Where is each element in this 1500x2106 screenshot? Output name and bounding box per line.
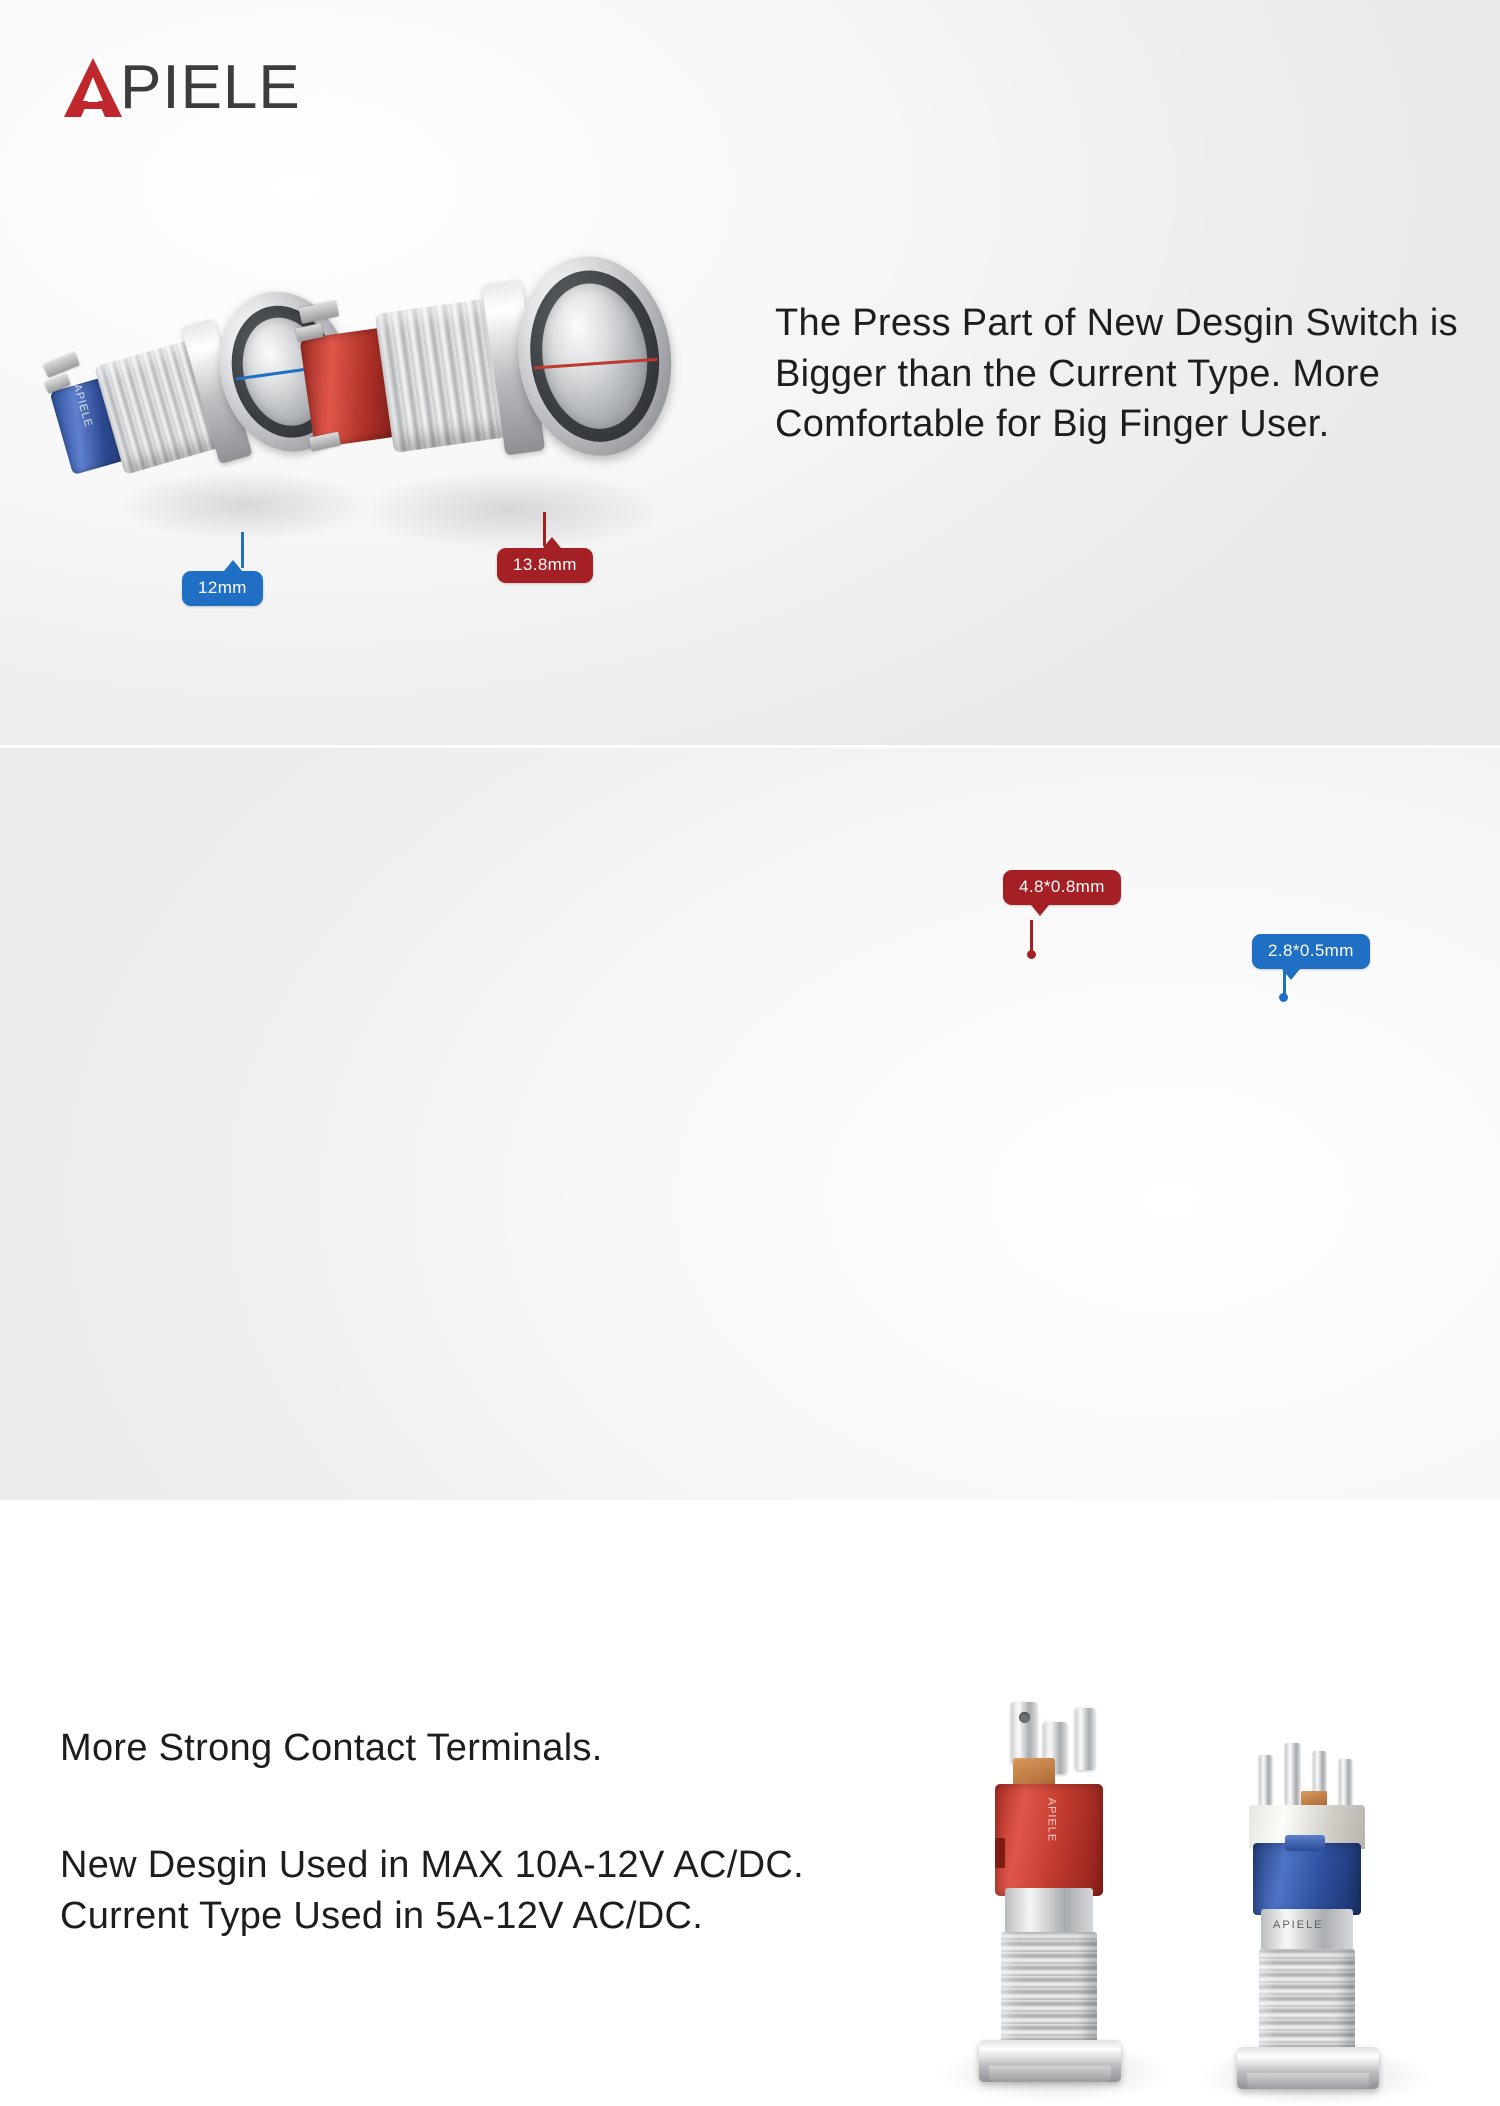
terminal-hole — [1019, 1712, 1030, 1723]
a-triangle-mark-icon — [62, 55, 124, 121]
switch-body-red — [995, 1784, 1103, 1896]
new-design-switch-terminals-photo — [955, 1688, 1155, 2088]
terminal-tab — [43, 352, 80, 378]
body-notch — [995, 1838, 1005, 1868]
brand-logo — [62, 52, 301, 124]
body-label: APIELE — [1273, 1919, 1324, 1931]
switch-neck — [1005, 1888, 1093, 1938]
bottom-comparison-panel — [0, 748, 1500, 1937]
callout-label: 13.8mm — [513, 555, 577, 574]
bottom-panel-heading: More Strong Contact Terminals. — [60, 1727, 603, 1769]
terminal-pin-small — [1285, 1743, 1300, 1807]
switch-body-blue — [1253, 1843, 1361, 1915]
hex-flange — [1237, 2047, 1379, 2089]
callout-12mm — [182, 571, 263, 606]
threaded-barrel — [1259, 1949, 1355, 2055]
terminal-blade-large — [1075, 1708, 1095, 1770]
callout-13-8mm — [497, 548, 593, 583]
leader-dot-2-8mm — [1279, 993, 1288, 1002]
leader-line-4-8mm — [1030, 920, 1033, 954]
body-tab — [1285, 1835, 1325, 1851]
leader-dot-4-8mm — [1027, 950, 1036, 959]
callout-label: 4.8*0.8mm — [1019, 877, 1105, 896]
base-label: APIELE — [70, 382, 95, 429]
flange-rim — [989, 2066, 1111, 2082]
body-label: APIELE — [1045, 1797, 1058, 1843]
hex-flange — [979, 2040, 1121, 2082]
callout-4-8mm — [1003, 870, 1121, 905]
threaded-barrel — [1001, 1932, 1097, 2048]
top-comparison-panel — [0, 0, 1500, 745]
current-type-switch-terminals-photo — [1215, 1733, 1405, 2093]
callout-2-8mm — [1252, 934, 1370, 969]
bottom-panel-description: New Desgin Used in MAX 10A-12V AC/DC. Current Type Used in 5A-12V AC/DC. — [60, 1844, 804, 1937]
flange-rim — [1247, 2073, 1369, 2089]
callout-tail — [1031, 905, 1049, 916]
callout-tail — [1282, 969, 1300, 980]
callout-tail — [543, 537, 561, 548]
terminal-pin-small — [1259, 1755, 1272, 1811]
terminal-blade-large — [1011, 1702, 1037, 1764]
callout-label: 12mm — [198, 578, 247, 597]
new-design-switch-photo — [283, 246, 657, 561]
top-panel-description: The Press Part of New Desgin Switch is Bigger than the Current Type. More Comfortable for Big Finger User. — [775, 302, 1458, 446]
callout-tail — [224, 560, 242, 571]
terminal-tab — [299, 300, 339, 324]
callout-label: 2.8*0.5mm — [1268, 941, 1354, 960]
brand-wordmark: PIELE — [120, 53, 301, 122]
terminal-pin-small — [1339, 1759, 1352, 1811]
